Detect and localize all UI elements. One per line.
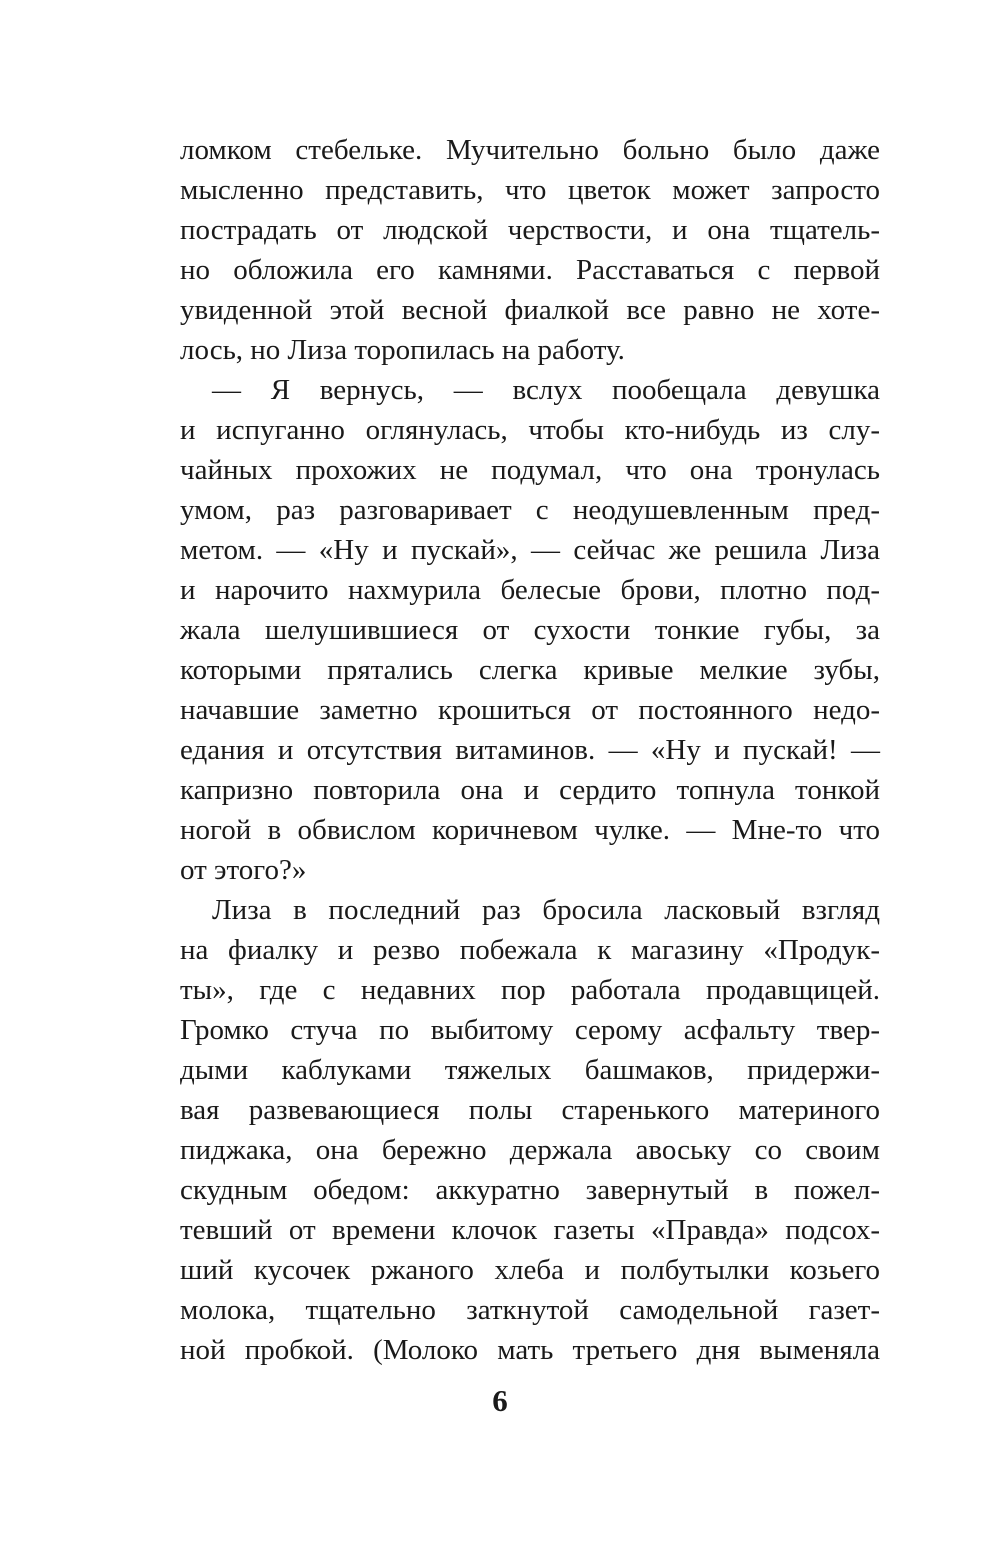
text-line: и испуганно оглянулась, чтобы кто-нибудь из слу- (180, 414, 880, 446)
text-line: ногой в обвислом коричневом чулке. — Мне-то что (180, 814, 880, 846)
text-line: ты», где с недавних пор работала продавщицей. (180, 974, 880, 1006)
text-line: скудным обедом: аккуратно завернутый в пожел- (180, 1174, 880, 1206)
text-line: метом. — «Ну и пускай», — сейчас же решила Лиза (180, 534, 880, 566)
text-line: чайных прохожих не подумал, что она тронулась (180, 454, 880, 486)
text-line: умом, раз разговаривает с неодушевленным пред- (180, 494, 880, 526)
text-line: мысленно представить, что цветок может запросто (180, 174, 880, 206)
text-line: от этого?» (180, 854, 307, 886)
text-line: которыми прятались слегка кривые мелкие зубы, (180, 654, 880, 686)
text-line: начавшие заметно крошиться от постоянного недо- (180, 694, 880, 726)
text-line: лось, но Лиза торопилась на работу. (180, 334, 625, 366)
text-line: на фиалку и резво побежала к магазину «Продук- (180, 934, 880, 966)
text-line: пиджака, она бережно держала авоську со своим (180, 1134, 880, 1166)
text-line: Лиза в последний раз бросила ласковый взгляд (212, 894, 880, 926)
text-line: пострадать от людской черствости, и она тщатель- (180, 214, 880, 246)
text-line: ной пробкой. (Молоко мать третьего дня выменяла (180, 1334, 880, 1366)
text-line: но обложила его камнями. Расставаться с первой (180, 254, 880, 286)
text-line: вая развевающиеся полы старенького материного (180, 1094, 880, 1126)
text-line: увиденной этой весной фиалкой все равно не хоте- (180, 294, 880, 326)
text-line: молока, тщательно заткнутой самодельной газет- (180, 1294, 880, 1326)
text-line: тевший от времени клочок газеты «Правда» подсох- (180, 1214, 880, 1246)
body-text (180, 130, 880, 1370)
text-line: жала шелушившиеся от сухости тонкие губы, за (180, 614, 880, 646)
text-line: капризно повторила она и сердито топнула тонкой (180, 774, 880, 806)
text-line: ший кусочек ржаного хлеба и полбутылки козьего (180, 1254, 880, 1286)
text-line: Громко стуча по выбитому серому асфальту твер- (180, 1014, 880, 1046)
text-line: ломком стебельке. Мучительно больно было даже (180, 134, 880, 166)
text-line: — Я вернусь, — вслух пообещала девушка (212, 374, 880, 406)
text-line: едания и отсутствия витаминов. — «Ну и пускай! — (180, 734, 880, 766)
text-line: и нарочито нахмурила белесые брови, плотно под- (180, 574, 880, 606)
page-number: 6 (492, 1383, 508, 1418)
text-line: дыми каблуками тяжелых башмаков, придержи- (180, 1054, 880, 1086)
